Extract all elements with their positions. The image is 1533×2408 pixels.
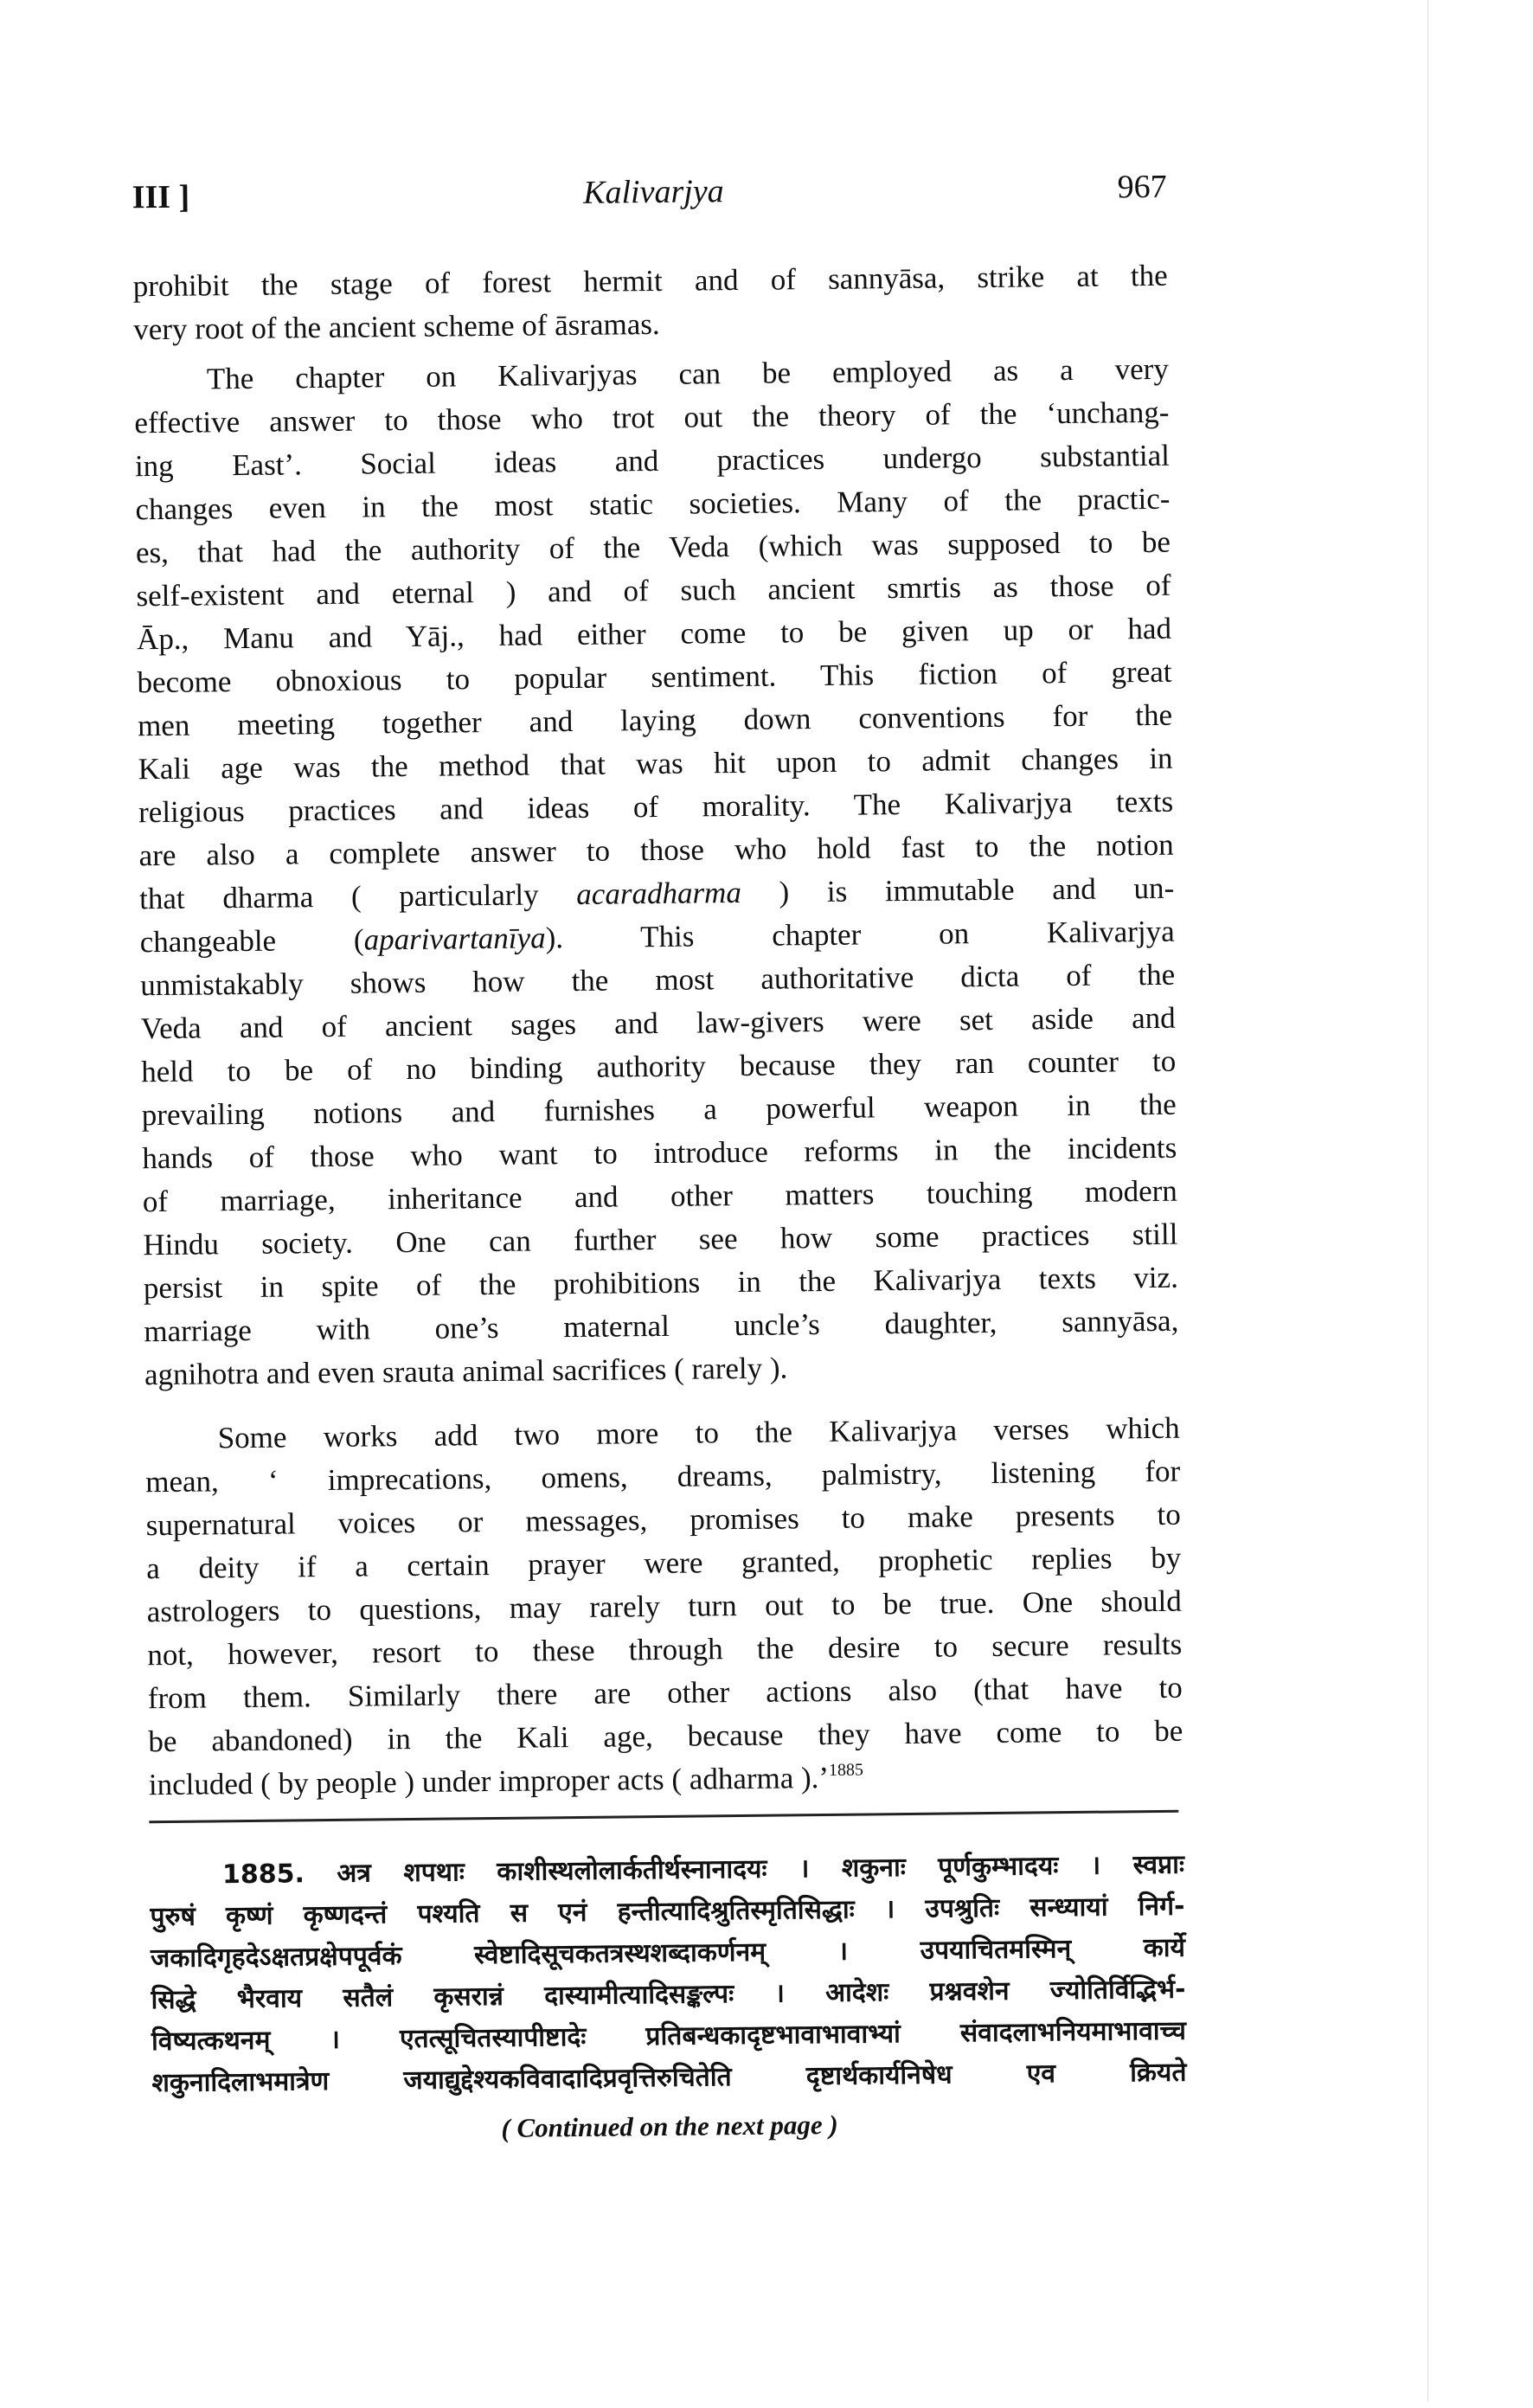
text-line: effective answer to those who trot out the theory of the ‘unchang-	[134, 395, 1170, 440]
running-header	[131, 168, 1166, 222]
text-line: prevailing notions and furnishes a powerful weapon in the	[141, 1087, 1177, 1133]
text-line: held to be of no binding authority because they ran counter to	[141, 1043, 1177, 1089]
text-line: persist in spite of the prohibitions in the Kalivarjya texts viz.	[143, 1260, 1179, 1306]
paragraph-1	[133, 254, 1169, 352]
text-segment: changeable (	[139, 922, 364, 960]
footnote-line: शकुनादिलाभमात्रेण जयाद्युद्देश्यकविवादादिप्रवृत्तिरुचितेति दृष्टार्थकार्यनिषेध एव क्रियते	[151, 2057, 1187, 2099]
running-title: Kalivarjya	[582, 173, 724, 211]
text-line: prohibit the stage of forest hermit and of sannyāsa, strike at the	[132, 258, 1168, 304]
text-line: are also a complete answer to those who hold fast to the notion	[138, 827, 1174, 873]
text-line: Kali age was the method that was hit upon to admit changes in	[138, 741, 1173, 787]
footnote-line: 1885. अत्र शपथाः काशीस्थलोलार्कतीर्थस्नानादयः । शकुनाः पूर्णकुम्भादयः । स्वप्नाः	[221, 1849, 1185, 1891]
text-line: religious practices and ideas of morality. The Kalivarjya texts	[138, 784, 1174, 830]
text-line: Āp., Manu and Yāj., had either come to be given up or had	[136, 611, 1172, 657]
text-line: unmistakably shows how the most authoritative dicta of the	[140, 957, 1176, 1003]
text-line: agnihotra and even srauta animal sacrifices ( rarely ).	[144, 1351, 788, 1392]
chapter-number: III ]	[131, 178, 190, 216]
text-line: self-existent and eternal ) and of such ancient smrtis as those of	[136, 568, 1171, 613]
footnote-line: विष्यत्कथनम् । एतत्सूचितस्यापीष्टादेः प्रतिबन्धकादृष्टभावाभावाभ्यां संवादलाभनियमाभावाच्च	[151, 2015, 1187, 2058]
text-line: hands of those who want to introduce reforms in the incidents	[142, 1130, 1177, 1176]
text-line: supernatural voices or messages, promises to make presents to	[145, 1497, 1181, 1543]
text-line: men meeting together and laying down conventions for the	[137, 697, 1173, 743]
text-line: marriage with one’s maternal uncle’s daughter, sannyāsa,	[144, 1303, 1179, 1349]
text-line: changes even in the most static societies. Many of the practic-	[135, 481, 1171, 527]
text-line: not, however, resort to these through the desire to secure results	[147, 1627, 1183, 1673]
page-number: 967	[1117, 168, 1167, 206]
text-line: Some works add two more to the Kalivarjya verses which	[217, 1410, 1180, 1455]
text-line: from them. Similarly there are other actions also (that have to	[147, 1670, 1183, 1716]
footnote-line: पुरुषं कृष्णं कृष्णदन्तं पश्यति स एनं हन्तीत्यादिश्रुतिस्मृतिसिद्धाः । उपश्रुतिः सन्ध्यायां निर्ग-	[150, 1891, 1185, 1933]
footnote-line: जकादिगृहदेऽक्षतप्रक्षेपपूर्वकं स्वेष्टादिसूचकतत्रस्थशब्दाकर्णनम् । उपयाचितमस्मिन् कार्ये	[150, 1932, 1186, 1975]
text-line: ing East’. Social ideas and practices undergo substantial	[134, 438, 1171, 484]
footnote-line: सिद्धे भैरवाय सतैलं कृसरान्नं दास्यामीत्यादिसङ्कल्पः । आदेशः प्रश्नवशेन ज्योतिर्विद्भिर्भ-	[151, 1974, 1186, 2016]
text-line: astrologers to questions, may rarely turn out to be true. One should	[146, 1583, 1182, 1629]
text-line: of marriage, inheritance and other matters touching modern	[142, 1173, 1177, 1219]
text-line: be abandoned) in the Kali age, because they have come to be	[148, 1713, 1183, 1759]
footnote-divider	[149, 1810, 1178, 1823]
text-segment: that dharma ( particularly	[138, 877, 577, 916]
text-segment: ) is immutable and un-	[741, 870, 1175, 909]
text-line: a deity if a certain prayer were granted, prophetic replies by	[146, 1540, 1182, 1586]
continued-note: ( Continued on the next page )	[501, 2109, 838, 2143]
paragraph-2	[134, 348, 1180, 1397]
text-segment: included ( by people ) under improper acts ( adharma ).’	[148, 1760, 830, 1802]
text-line: mean, ‘ imprecations, omens, dreams, palmistry, listening for	[145, 1454, 1181, 1499]
paragraph-3	[144, 1407, 1183, 1807]
italic-term: acaradharma	[576, 875, 742, 911]
text-line: Veda and of ancient sages and law-givers were set aside and	[140, 1000, 1176, 1046]
footnote-reference: 1885	[828, 1760, 864, 1780]
italic-term: aparivartanīya	[363, 921, 546, 957]
footnote	[150, 1845, 1187, 2105]
text-line: very root of the ancient scheme of āsramas.	[133, 306, 660, 347]
text-segment: ). This chapter on Kalivarjya	[545, 914, 1175, 955]
text-line: The chapter on Kalivarjyas can be employed as a very	[206, 351, 1170, 396]
text-line: become obnoxious to popular sentiment. This fiction of great	[137, 654, 1172, 700]
text-line: Hindu society. One can further see how some practices still	[143, 1217, 1178, 1262]
text-line: es, that had the authority of the Veda (which was supposed to be	[135, 524, 1171, 570]
